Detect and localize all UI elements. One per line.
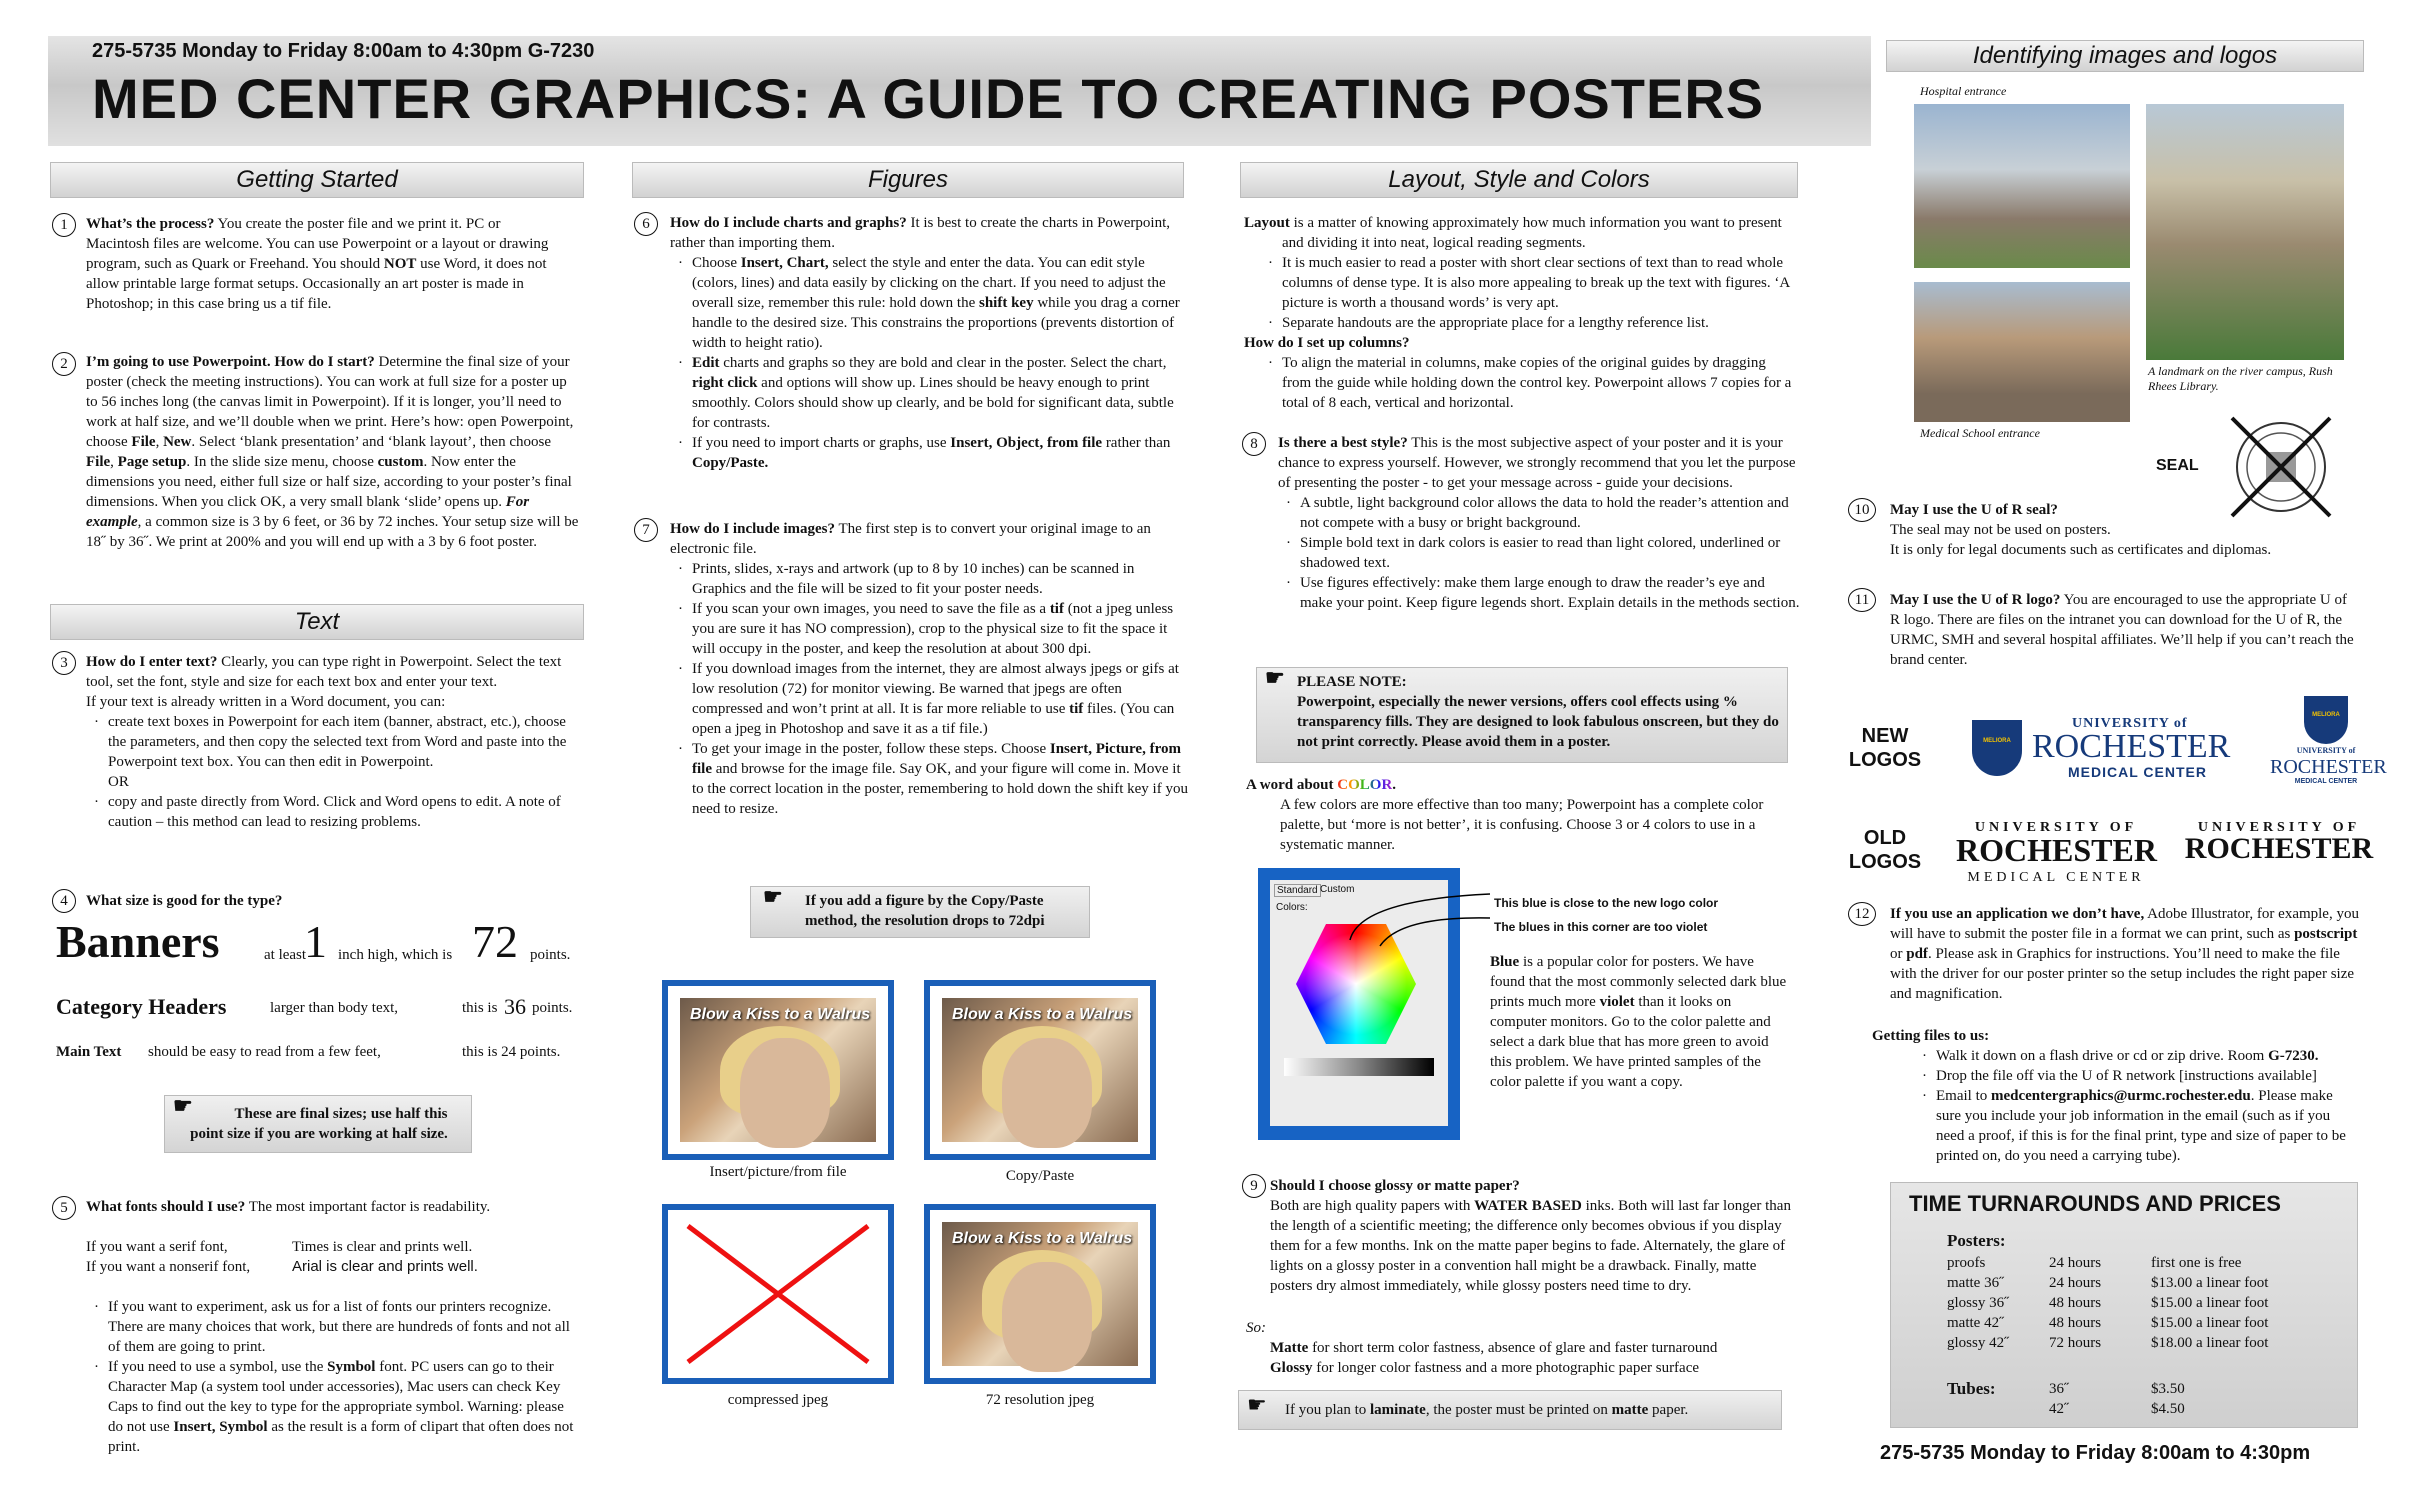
new-logos-label: NEW LOGOS bbox=[1848, 725, 1922, 771]
price-cell: $4.50 bbox=[2151, 1401, 2185, 1417]
pointing-hand-icon: ☛ bbox=[763, 884, 783, 909]
price-cell: $15.00 a linear foot bbox=[2151, 1315, 2269, 1331]
q10-text: May I use the U of R seal? The seal may not be used on posters. It is only for legal documents such as certificates and diplomas. bbox=[1890, 502, 2272, 558]
q2-text: I’m going to use Powerpoint. How do I start? Determine the final size of your poster (check the meeting instructions). You can work at full size for a poster up to 56 inches long (the canvas limit in Powerpoint). If it is longer, you’ll need to work at half size, and we’ll double when we print. Here’s how: open Powerpoint, choose File, New. Select ‘blank presentation’ and ‘blank layout’, then choose File, Page setup. In the slide size menu, choose custom. Now enter the dimensions you need, either full size or half size, according to your poster’s final dimensions. When you click OK, a very small blank ‘slide’ opens up. For example, a common size is 3 by 6 feet, or 36 by 72 inches. Your setup size will be 18˝ by 36˝. We print at 200% and you will end up with a 3 by 6 foot poster. bbox=[86, 354, 579, 550]
price-row bbox=[1947, 1333, 2331, 1353]
figure-caption: compressed jpeg bbox=[727, 1392, 829, 1408]
shield-icon: MELIORA bbox=[2304, 696, 2348, 744]
posters-price-table bbox=[1947, 1253, 2331, 1353]
rush-rhees-library-photo bbox=[2146, 104, 2344, 360]
tube-row bbox=[2049, 1399, 2253, 1419]
main-text-size-row: Main Text should be easy to read from a few feet, this is 24 points. bbox=[56, 1044, 561, 1060]
price-cell: $3.50 bbox=[2151, 1381, 2185, 1397]
grayscale-row bbox=[1284, 1058, 1434, 1076]
price-cell: 24 hours bbox=[2049, 1275, 2102, 1291]
pointing-hand-icon: ☛ bbox=[1265, 665, 1285, 690]
image-caption: Hospital entrance bbox=[1920, 84, 2007, 98]
item-number: 1 bbox=[52, 213, 76, 237]
section-header-identifying: Identifying images and logos bbox=[1886, 40, 2364, 72]
getting-files: Getting files to us: · Walk it down on a flash drive or cd or zip drive. Room G-7230. · Drop the file off via the U of R network [instructions available] · Email to medcentergraphics@urmc.rochester.edu. Please make sure you include your job information in the email (such as if you need a proof, if this is for the final print, type and size of paper to be printed on, do you need a carrying tube). bbox=[1872, 1026, 2360, 1166]
tube-row bbox=[2049, 1379, 2253, 1399]
price-row bbox=[1947, 1293, 2331, 1313]
image-caption: A landmark on the river campus, Rush Rhees Library. bbox=[2148, 364, 2333, 393]
price-row bbox=[1947, 1253, 2331, 1273]
q1-text: What’s the process? You create the poster file and we print it. PC or Macintosh files are welcome. You can use Powerpoint or a layout or drawing program, such as Quark or Freehand. You should NOT use Word, it does not allow printable large format setups. Occasionally an art poster is made in Photoshop; in this case bring us a tif file. bbox=[86, 216, 549, 312]
item-number: 3 bbox=[52, 651, 76, 675]
image-caption: Medical School entrance bbox=[1920, 426, 2040, 440]
contact-info: 275-5735 Monday to Friday 8:00am to 4:30pm G-7230 bbox=[92, 40, 595, 62]
price-cell: 36˝ bbox=[2049, 1381, 2069, 1397]
item-number: 9 bbox=[1242, 1174, 1266, 1198]
item-number: 6 bbox=[634, 212, 658, 236]
q6-text: How do I include charts and graphs? It is best to create the charts in Powerpoint, rather than importing them. · Choose Insert, Chart, select the style and enter the data. You can edit style (colors, lines) and data easily by clicking on the chart. If you need to adjust the overall size, remember this rule: hold down the shift key while you drag a corner handle to the desired size. This constrains the proportions (prevents distortion of width to height ratio). · Edit charts and graphs so they are bold and clear in the poster. Select the chart, right click and options will show up. Lines should be heavy enough to print smoothly. Colors should show up clearly, and be bold for significant data, subtle for contrasts. · If you need to import charts or graphs, use Insert, Object, from file rather than Copy/Paste. bbox=[670, 213, 1190, 473]
new-urmc-logo-stacked: MELIORA UNIVERSITY of ROCHESTER MEDICAL CENTER bbox=[2270, 696, 2382, 788]
price-cell: first one is free bbox=[2151, 1255, 2242, 1271]
standard-tab: Standard bbox=[1274, 884, 1321, 897]
size-note: ☛ These are final sizes; use half this point size if you are working at half size. bbox=[164, 1095, 472, 1153]
section-header-getting-started: Getting Started bbox=[50, 162, 584, 198]
figure-caption: 72 resolution jpeg bbox=[985, 1392, 1095, 1408]
layout-text: Layout is a matter of knowing approximately how much information you want to present and dividing it into neat, logical reading segments. · It is much easier to read a poster with short clear sections of text than to read whole columns of dense type. It is also more appealing to break up the text with figures. ‘A picture is worth a thousand words’ is very apt. · Separate handouts are the appropriate place for a lengthy reference list. How do I set up columns? · To align the material in columns, make copies of the original guides by dragging from the guide while holding down the control key. Powerpoint allows 7 copies for a total of 8 each, vertical and horizontal. bbox=[1244, 213, 1796, 413]
q12-text: If you use an application we don’t have, Adobe Illustrator, for example, you will have to submit the poster file in a format we can print, such as postscript or pdf. Please ask in Graphics for instructions. You’ll need to make the file with the driver for our poster printer so the setup includes the right paper size and magnification. bbox=[1890, 906, 2359, 1002]
price-cell: proofs bbox=[1947, 1255, 1986, 1271]
pointing-hand-icon: ☛ bbox=[1247, 1392, 1267, 1417]
price-cell: 48 hours bbox=[2049, 1315, 2102, 1331]
color-palette-figure: Standard Custom Colors: bbox=[1258, 868, 1460, 1140]
blue-text: Blue is a popular color for posters. We have found that the most commonly selected dark blue prints much more violet than it looks on computer monitors. Go to the color palette and select a dark blue that has more green to avoid this problem. We have printed samples of the color palette if you want a copy. bbox=[1490, 954, 1787, 1090]
q7-text: How do I include images? The first step is to convert your original image to an electronic file. · Prints, slides, x-rays and artwork (up to 8 by 10 inches) can be scanned in Graphics and the file will be sized to fit your poster needs. · If you scan your own images, you need to save the file as a tif (not a jpeg unless you are sure it has NO compression), crop to the physical size to fit the space it will occupy in the poster, and keep the resolution at about 300 dpi. · If you download images from the internet, they are almost always jpegs or gifs at low resolution (72) for monitor viewing. Be warned that jpegs are often compressed and won’t print at all. It is far more reliable to use tif files. (You can open a jpeg in Photoshop and save it as a tif file.) · To get your image in the poster, follow these steps. Choose Insert, Picture, from file and browse for the image file. Say OK, and your figure will come in. Move it to the correct location in the poster, remembering to hold down the shift key if you need to resize. bbox=[670, 519, 1190, 819]
figure-caption: Copy/Paste bbox=[1005, 1168, 1075, 1184]
q11-text: May I use the U of R logo? You are encouraged to use the appropriate U of R logo. There are files on the intranet you can download for the U of R, the URMC, SMH and several hospital affiliates. We’ll help if you can’t reach the brand center. bbox=[1890, 592, 2354, 668]
prices-box: TIME TURNAROUNDS AND PRICES Posters: proofs 24 hours first one is free matte 36˝ 24 hours $13.00 a linear foot glossy 36˝ 48 hours $15.00 a linear foot matte 42˝ 48 hours $15.00 a linear foot glossy 42˝ 72 hours $18.00 a linear foot Tubes: 36˝ $3.50 42˝ $4.50 bbox=[1890, 1182, 2358, 1428]
figure-copy-paste: Blow a Kiss to a Walrus bbox=[924, 980, 1156, 1160]
q3-text: How do I enter text? Clearly, you can type right in Powerpoint. Select the text tool, set the font, style and size for each text box and enter your text. If your text is already written in a Word document, you can: · create text boxes in Powerpoint for each item (banner, abstract, etc.), choose the parameters, and then copy the selected text from Word and paste into the Powerpoint text box. You can then edit in Powerpoint. OR · copy and paste directly from Word. Click and Word opens to edit. A note of caution – this method can lead to resizing problems. bbox=[86, 652, 580, 832]
category-size-row: Category Headers larger than body text, this is 36 points. bbox=[56, 994, 573, 1019]
medical-school-photo bbox=[1914, 282, 2130, 422]
red-x-icon bbox=[668, 1210, 888, 1378]
item-number: 11 bbox=[1848, 588, 1876, 612]
price-cell: matte 42˝ bbox=[1947, 1315, 2005, 1331]
old-ur-logo: UNIVERSITY OF ROCHESTER bbox=[2184, 820, 2374, 865]
section-header-figures: Figures bbox=[632, 162, 1184, 198]
price-cell: $13.00 a linear foot bbox=[2151, 1275, 2269, 1291]
please-note-box: ☛ PLEASE NOTE: Powerpoint, especially the newer versions, offers cool effects using % transparency fills. They are designed to look fabulous onscreen, but they do not print correctly. Please avoid them in a poster. bbox=[1256, 667, 1788, 763]
item-number: 7 bbox=[634, 518, 658, 542]
annotation-lines bbox=[1340, 880, 1500, 950]
price-cell: $15.00 a linear foot bbox=[2151, 1295, 2269, 1311]
price-cell: 24 hours bbox=[2049, 1255, 2102, 1271]
copy-paste-note: ☛ If you add a figure by the Copy/Paste method, the resolution drops to 72dpi bbox=[750, 886, 1090, 938]
q5-bullets: · If you want to experiment, ask us for a list of fonts our printers recognize. There are many choices that work, but there are hundreds of fonts and not all of them are going to print. · If you need to use a symbol, use the Symbol font. PC users can go to their Character Map (a system tool under accessories), Mac users can check Key Caps to find out the key to type for the appropriate symbol. Warning: please do not use Insert, Symbol as the result is a form of clipart that often does not print. bbox=[86, 1297, 580, 1457]
q9-so: So: bbox=[1246, 1320, 1266, 1336]
figure-caption: Insert/picture/from file bbox=[709, 1164, 847, 1180]
figure-insert-picture: Blow a Kiss to a Walrus bbox=[662, 980, 894, 1160]
price-cell: 72 hours bbox=[2049, 1335, 2102, 1351]
banners-size-row: Banners at least 1 inch high, which is 72 points. bbox=[56, 916, 571, 967]
color-annotation: This blue is close to the new logo color bbox=[1494, 896, 1719, 910]
footer-contact: 275-5735 Monday to Friday 8:00am to 4:30pm bbox=[1880, 1442, 2311, 1464]
item-number: 10 bbox=[1848, 498, 1876, 522]
price-cell: 48 hours bbox=[2049, 1295, 2102, 1311]
q9-text: Should I choose glossy or matte paper? Both are high quality papers with WATER BASED inks. Both will last far longer than the length of a scientific meeting; the difference only becomes obvious if you display them for a few months. Ink on the matte paper begins to fade. Alternately, the glare of lights on a glossy poster in a convention hall might be a drawback. Finally, matte posters dry almost immediately, while glossy posters need time to dry. bbox=[1270, 1178, 1791, 1294]
price-row bbox=[1947, 1273, 2331, 1293]
price-cell: 42˝ bbox=[2049, 1401, 2069, 1417]
new-urmc-logo: MELIORA UNIVERSITY of ROCHESTER MEDICAL CENTER bbox=[1972, 716, 2244, 780]
price-cell: matte 36˝ bbox=[1947, 1275, 2005, 1291]
figure-compressed-jpeg bbox=[662, 1204, 894, 1384]
prices-title: TIME TURNAROUNDS AND PRICES bbox=[1909, 1191, 2281, 1216]
color-text: A word about COLOR. A few colors are more effective than too many; Powerpoint has a complete color palette, but ‘more is not better’, it is confusing. Choose 3 or 4 colors to use in a systematic manner. bbox=[1246, 777, 1764, 853]
pointing-hand-icon: ☛ bbox=[173, 1093, 193, 1118]
section-header-layout: Layout, Style and Colors bbox=[1240, 162, 1798, 198]
tubes-price-table bbox=[2049, 1379, 2253, 1419]
item-number: 12 bbox=[1848, 902, 1876, 926]
seal-label: SEAL bbox=[2156, 457, 2199, 474]
font-choice: If you want a serif font, Times is clear and prints well. If you want a nonserif font, Arial is clear and prints well. bbox=[86, 1239, 478, 1275]
shield-icon: MELIORA bbox=[1972, 720, 2022, 776]
price-cell: glossy 36˝ bbox=[1947, 1295, 2010, 1311]
color-annotation: The blues in this corner are too violet bbox=[1494, 920, 1708, 934]
q9-summary: Matte for short term color fastness, absence of glare and faster turnaround Glossy for longer color fastness and a more photographic paper surface bbox=[1270, 1340, 1718, 1376]
q4-lead: What size is good for the type? bbox=[86, 893, 283, 909]
hospital-entrance-photo bbox=[1914, 104, 2130, 268]
item-number: 8 bbox=[1242, 432, 1266, 456]
laminate-note: ☛ If you plan to laminate, the poster must be printed on matte paper. bbox=[1238, 1390, 1782, 1430]
item-number: 4 bbox=[52, 889, 76, 913]
item-number: 5 bbox=[52, 1196, 76, 1220]
figure-72-resolution: Blow a Kiss to a Walrus bbox=[924, 1204, 1156, 1384]
price-row bbox=[1947, 1313, 2331, 1333]
page-title: MED CENTER GRAPHICS: A GUIDE TO CREATING POSTERS bbox=[92, 67, 1765, 130]
section-header-text: Text bbox=[50, 604, 584, 640]
price-cell: $18.00 a linear foot bbox=[2151, 1335, 2269, 1351]
item-number: 2 bbox=[52, 352, 76, 376]
title-banner bbox=[48, 36, 1871, 146]
q8-text: Is there a best style? This is the most subjective aspect of your poster and it is your chance to express yourself. However, we strongly recommend that you let the purpose of presenting the poster - to get your message across - guide your decisions. · A subtle, light background color allows the data to hold the reader’s attention and not compete with a busy or bright background. · Simple bold text in dark colors is easier to read than light colored, underlined or shadowed text. · Use figures effectively: make them large enough to draw the reader’s eye and make your point. Keep figure legends short. Explain details in the methods section. bbox=[1278, 433, 1800, 613]
old-urmc-logo: UNIVERSITY OF ROCHESTER MEDICAL CENTER bbox=[1956, 820, 2157, 885]
custom-tab: Custom bbox=[1320, 884, 1355, 895]
price-cell: glossy 42˝ bbox=[1947, 1335, 2010, 1351]
q5-text: What fonts should I use? The most important factor is readability. bbox=[86, 1199, 491, 1215]
old-logos-label: OLD LOGOS bbox=[1848, 827, 1922, 873]
